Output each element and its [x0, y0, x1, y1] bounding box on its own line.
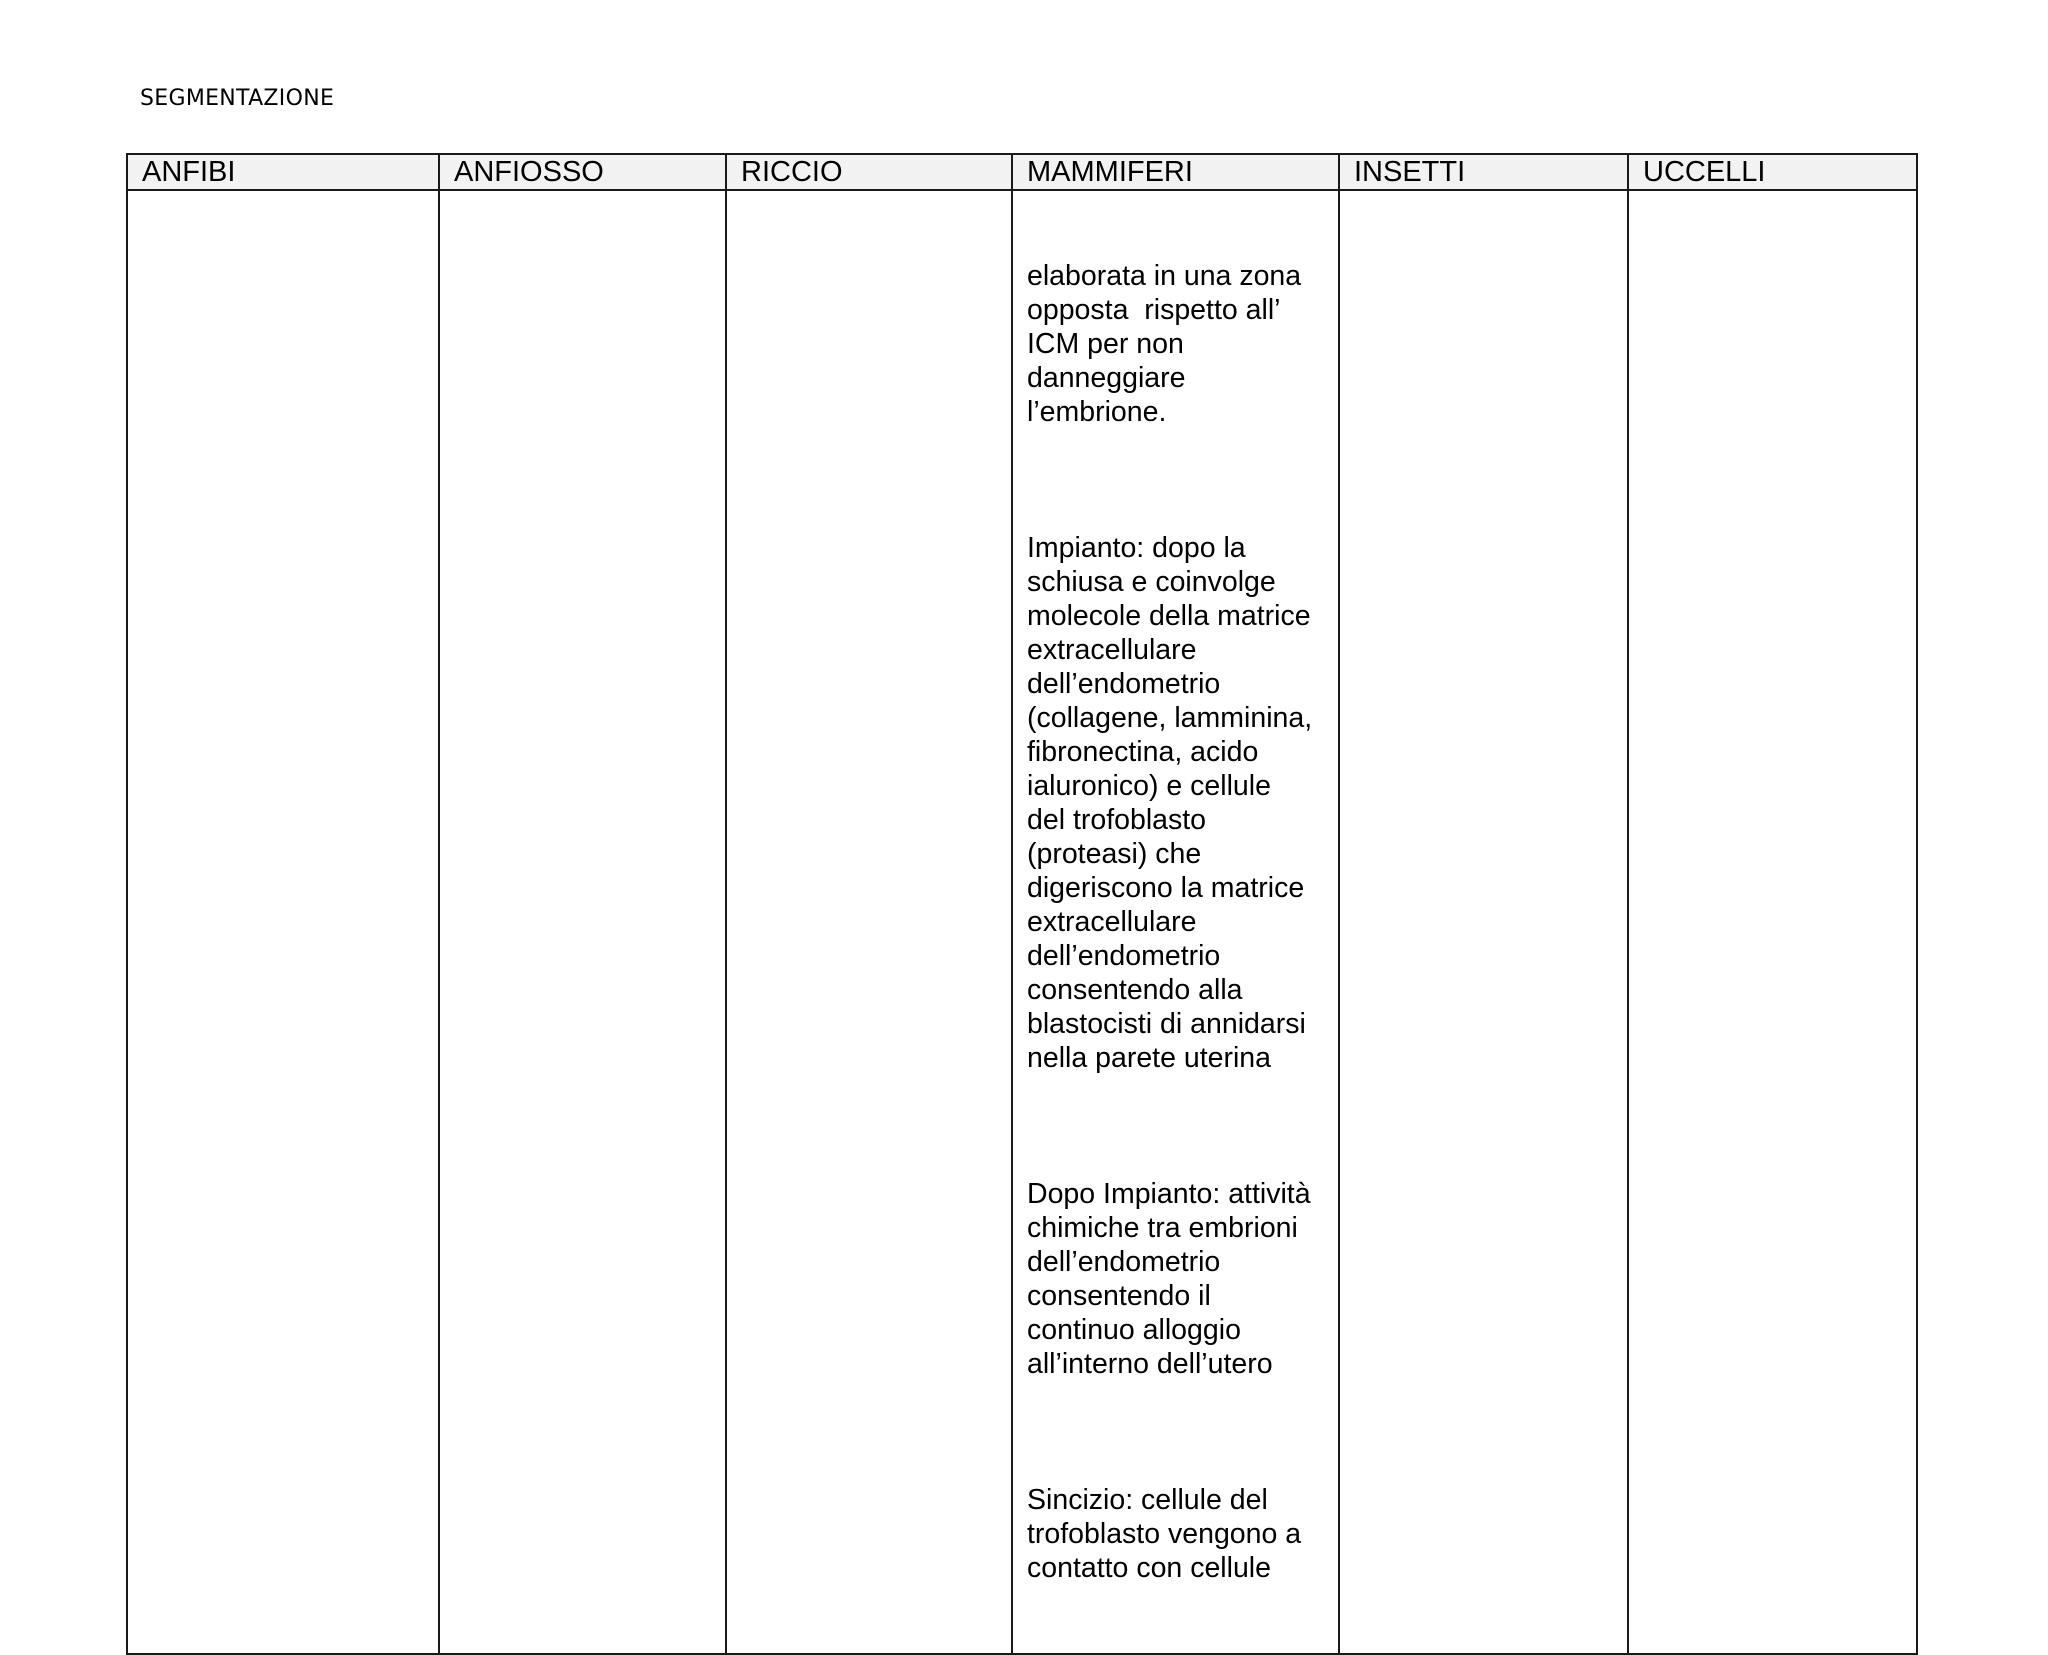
cell-insetti: [1339, 190, 1628, 1654]
mammiferi-paragraph-impianto: Impianto: dopo la schiusa e coinvolge molecole della matrice extracellulare dell’endometrio (collagene, lamminina, fibronectina, acido ialuronico) e cellule del trofoblasto (proteasi) che digeriscono la matrice extracellulare dell’endometrio consentendo alla blastocisti di annidarsi nella parete uterina: [1027, 532, 1313, 1074]
column-header-uccelli: UCCELLI: [1628, 154, 1917, 190]
column-header-insetti: INSETTI: [1339, 154, 1628, 190]
cell-anfibi: [127, 190, 439, 1654]
column-header-anfibi: ANFIBI: [127, 154, 439, 190]
column-header-mammiferi: MAMMIFERI: [1012, 154, 1339, 190]
column-header-riccio: RICCIO: [726, 154, 1012, 190]
mammiferi-paragraph-sincizio: Sincizio: cellule del trofoblasto vengono a contatto con cellule: [1027, 1484, 1302, 1584]
mammiferi-paragraph-dopo-impianto: Dopo Impianto: attività chimiche tra embrioni dell’endometrio consentendo il continuo alloggio all’interno dell’utero: [1027, 1178, 1311, 1380]
mammiferi-paragraph-blastocisti: elaborata in una zona opposta rispetto all’ ICM per non danneggiare l’embrione.: [1027, 260, 1302, 428]
cell-riccio: [726, 190, 1012, 1654]
cell-mammiferi: [1012, 190, 1339, 1654]
table-row: [127, 190, 1917, 1654]
table-header-row: [127, 154, 1917, 190]
comparison-table: [126, 153, 1918, 1655]
document-title: SEGMENTAZIONE: [140, 86, 335, 111]
column-header-anfiosso: ANFIOSSO: [439, 154, 726, 190]
cell-anfiosso: [439, 190, 726, 1654]
cell-uccelli: [1628, 190, 1917, 1654]
